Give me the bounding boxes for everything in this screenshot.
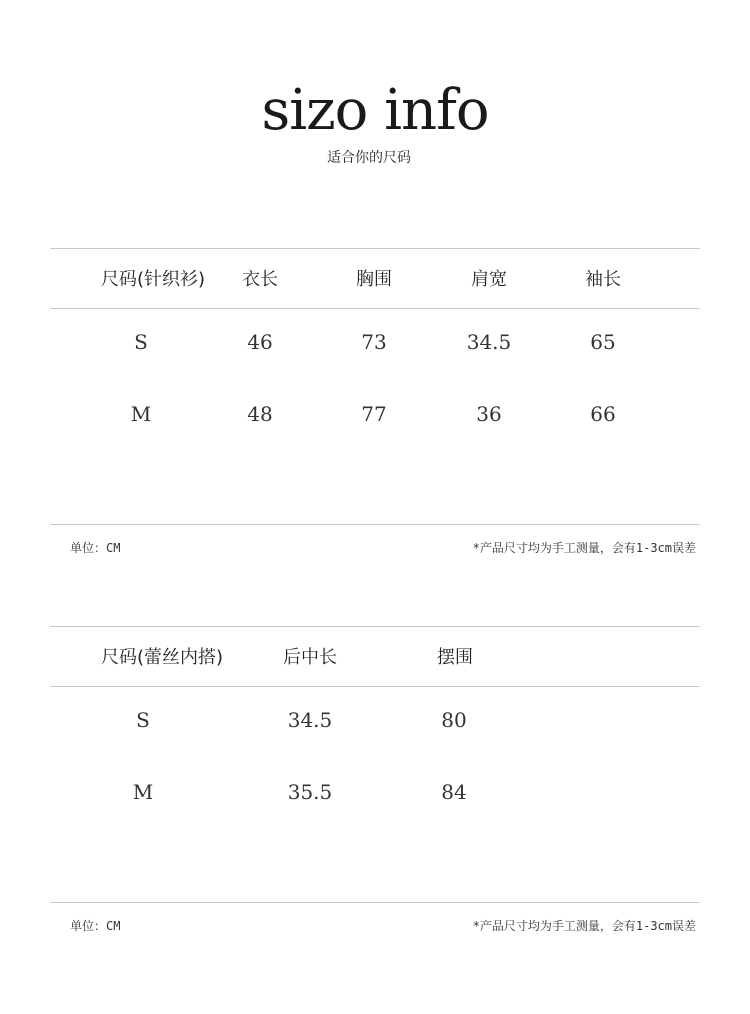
column-header-sleeve: 袖长 [585, 269, 621, 290]
cell-size: M [130, 402, 152, 426]
column-header-chest: 胸围 [356, 269, 392, 290]
table-top-divider [50, 626, 700, 627]
column-header-size: 尺码(蕾丝内搭) [100, 647, 224, 668]
cell-back-length: 35.5 [287, 780, 333, 804]
table-top-divider [50, 248, 700, 249]
column-header-length: 衣长 [242, 269, 278, 290]
page-title: sizo info [261, 78, 489, 143]
cell-length: 48 [247, 402, 273, 426]
table-header-divider [50, 686, 700, 687]
measurement-error-note: *产品尺寸均为手工测量，会有1-3cm误差 [472, 919, 696, 933]
cell-chest: 77 [361, 402, 387, 426]
cell-hem: 80 [441, 708, 467, 732]
cell-sleeve: 66 [590, 402, 616, 426]
table-bottom-divider [50, 902, 700, 903]
cell-shoulder: 34.5 [466, 330, 512, 354]
unit-note: 单位：CM [70, 541, 121, 555]
cell-size: S [136, 708, 150, 732]
cell-chest: 73 [361, 330, 387, 354]
cell-size: S [134, 330, 148, 354]
column-header-shoulder: 肩宽 [471, 269, 507, 290]
cell-sleeve: 65 [590, 330, 616, 354]
column-header-back-length: 后中长 [283, 647, 337, 668]
unit-note: 单位：CM [70, 919, 121, 933]
table-header-divider [50, 308, 700, 309]
cell-size: M [132, 780, 154, 804]
cell-shoulder: 36 [476, 402, 502, 426]
column-header-size: 尺码(针织衫) [100, 269, 206, 290]
cell-hem: 84 [441, 780, 467, 804]
column-header-hem: 摆围 [437, 647, 473, 668]
cell-back-length: 34.5 [287, 708, 333, 732]
measurement-error-note: *产品尺寸均为手工测量，会有1-3cm误差 [472, 541, 696, 555]
cell-length: 46 [247, 330, 273, 354]
table-bottom-divider [50, 524, 700, 525]
page-subtitle: 适合你的尺码 [327, 150, 411, 166]
